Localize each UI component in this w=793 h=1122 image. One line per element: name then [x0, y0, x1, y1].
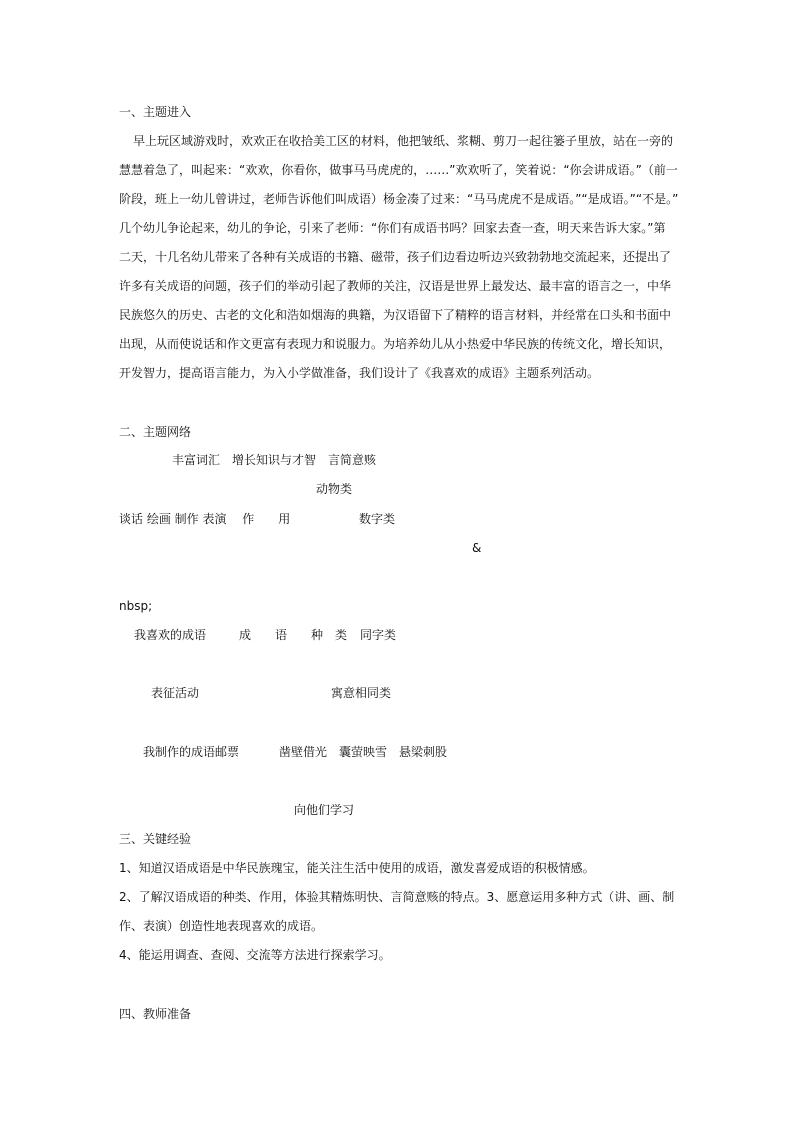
key-experience-item: 作、表演）创造性地表现喜欢的成语。: [119, 919, 324, 933]
theme-network-representation: 表征活动: [151, 686, 200, 700]
paragraph-line: 开发智力，提高语言能力，为入小学做准备，我们设计了《我喜欢的成语》主题系列活动。: [119, 366, 600, 380]
theme-network-nbsp: nbsp;: [119, 599, 153, 613]
theme-network-idioms: 凿壁借光 囊萤映雪 悬梁刺股: [279, 745, 448, 759]
key-experience-item: 2、了解汉语成语的种类、作用，体验其精炼明快、言简意赅的特点。3、愿意运用多种方式（讲、画、制: [119, 890, 675, 904]
section4-heading: 四、教师准备: [119, 1007, 192, 1021]
theme-network-line-a: 丰富词汇 增长知识与才智 言简意赅: [172, 453, 377, 467]
paragraph-line: 几个幼儿争论起来，幼儿的争论，引来了老师：“你们有成语书吗？回家去查一查，明天来告诉大家。”第: [119, 221, 666, 235]
theme-network-center: 我喜欢的成语: [134, 628, 207, 642]
paragraph-line: 阶段，班上一幼儿曾讲过，老师告诉他们叫成语）杨金凑了过来：“马马虎虎不是成语。”“是成语。”“不是。”: [119, 192, 679, 206]
theme-network-number: 数字类: [359, 512, 396, 526]
theme-network-same-meaning: 寓意相同类: [331, 686, 392, 700]
paragraph-line: 早上玩区域游戏时，欢欢正在收拾美工区的材料，他把皱纸、浆糊、剪刀一起往篓子里放，站在一旁的: [133, 134, 674, 148]
paragraph-line: 民族悠久的历史、古老的文化和浩如烟海的典籍，为汉语留下了精粹的语言材料，并经常在口头和书面中: [119, 308, 672, 322]
paragraph-line: 慧慧着急了，叫起来：“欢欢，你看你，做事马马虎虎的，……”欢欢听了，笑着说：“你会讲成语。”（前一: [119, 163, 678, 177]
key-experience-item: 4、能运用调查、查阅、交流等方法进行探索学习。: [119, 948, 391, 962]
theme-network-stamps: 我制作的成语邮票: [143, 745, 240, 759]
theme-network-ampersand: &: [472, 541, 482, 555]
key-experience-item: 1、知道汉语成语是中华民族瑰宝，能关注生活中使用的成语，激发喜爱成语的积极情感。: [119, 861, 595, 875]
theme-network-types: 成 语 种 类: [239, 628, 348, 642]
section2-heading: 二、主题网络: [119, 425, 192, 439]
section1-heading: 一、主题进入: [119, 105, 192, 119]
theme-network-activities: 谈话 绘画 制作 表演 作 用: [119, 512, 291, 526]
paragraph-line: 出现，从而使说话和作文更富有表现力和说服力。为培养幼儿从小热爱中华民族的传统文化，增长知识，: [119, 337, 672, 351]
paragraph-line: 许多有关成语的问题，孩子们的举动引起了教师的关注，汉语是世界上最发达、最丰富的语言之一，中华: [119, 279, 672, 293]
paragraph-line: 二天，十几名幼儿带来了各种有关成语的书籍、磁带，孩子们边看边听边兴致勃勃地交流起来，还提出了: [119, 250, 672, 264]
theme-network-same-char: 同字类: [360, 628, 397, 642]
theme-network-learn: 向他们学习: [294, 803, 355, 817]
theme-network-animal: 动物类: [316, 482, 353, 496]
section3-heading: 三、关键经验: [119, 832, 192, 846]
